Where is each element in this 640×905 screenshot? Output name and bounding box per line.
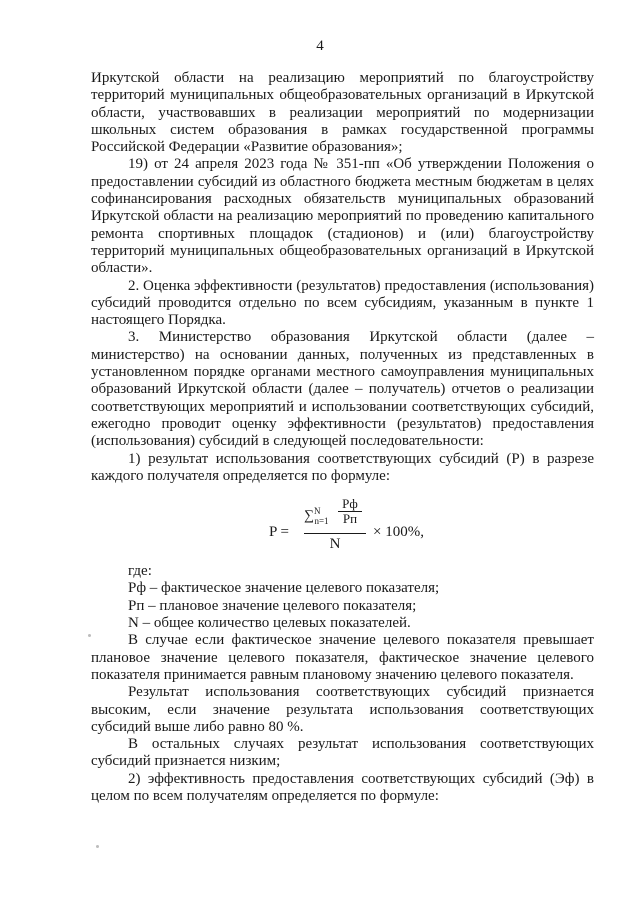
definition-plan: Рп – плановое значение целевого показателя; [128,597,417,614]
formula-denominator: N [329,536,341,553]
document-body [91,70,594,805]
paragraph-2: 19) от 24 апреля 2023 года № 351-пп «Об утверждении Положения о предоставлении субсидий из областного бюджета местным бюджетам в целях софинансирования расходных обязательств муниципальных образований Иркутской области на реализацию мероприятий по проведению капитального ремонта спортивных площадок (стадионов) и (или) благоустройству территорий муниципальных общеобразовательных организаций в Иркутской области». [91,156,594,277]
inner-fraction: Pф Pп [338,497,362,525]
paragraph-5: 1) результат использования соответствующих субсидий (Р) в разрезе каждого получателя определяется по формуле: [91,450,594,484]
formula-result [91,485,594,563]
paragraph-6: В случае если фактическое значение целевого показателя превышает плановое значение целевого показателя, фактическое значение целевого показателя принимается равным плановому значению целевого показателя. [91,632,594,683]
formula-fraction [304,496,366,553]
paragraph-8: В остальных случаях результат использования соответствующих субсидий признается низким; [91,736,594,770]
scan-speck [96,845,99,848]
formula-lhs: P = [269,524,289,541]
paragraph-4: 3. Министерство образования Иркутской области (далее – министерство) на основании данных, полученных из представленных в установленном порядке органами местного самоуправления муниципальных образований Иркутской области (далее – получатель) отчетов о реализации соответствующих мероприятий и использовании соответствующих субсидий, ежегодно проводит оценку эффективности (результатов) предоставления (использования) субсидий в следующей последовательности: [91,329,594,450]
paragraph-9: 2) эффективность предоставления соответствующих субсидий (Эф) в целом по всем получателям определяется по формуле: [91,770,594,804]
formula-rhs: × 100%, [373,524,424,541]
definitions [128,563,594,632]
definition-fact: Рф – фактическое значение целевого показателя; [128,580,440,597]
paragraph-3: 2. Оценка эффективности (результатов) предоставления (использования) субсидий проводится отдельно по всем субсидиям, указанным в пункте 1 настоящего Порядка. [91,277,594,329]
where-label: где: [128,563,152,580]
page-number: 4 [316,38,324,54]
definition-count: N – общее количество целевых показателей. [128,615,411,632]
scan-speck [88,634,91,637]
paragraph-1: Иркутской области на реализацию мероприятий по благоустройству территорий муниципальных общеобразовательных организаций в Иркутской области, участвовавших в реализации мероприятий по модернизации школьных систем образования в рамках государственной программы Российской Федерации «Развитие образования»; [91,70,594,156]
sum-symbol: ∑$^N_{n=1}$ [304,506,329,526]
paragraph-7: Результат использования соответствующих субсидий признается высоким, если значение результата использования соответствующих субсидий выше либо равно 80 %. [91,684,594,735]
